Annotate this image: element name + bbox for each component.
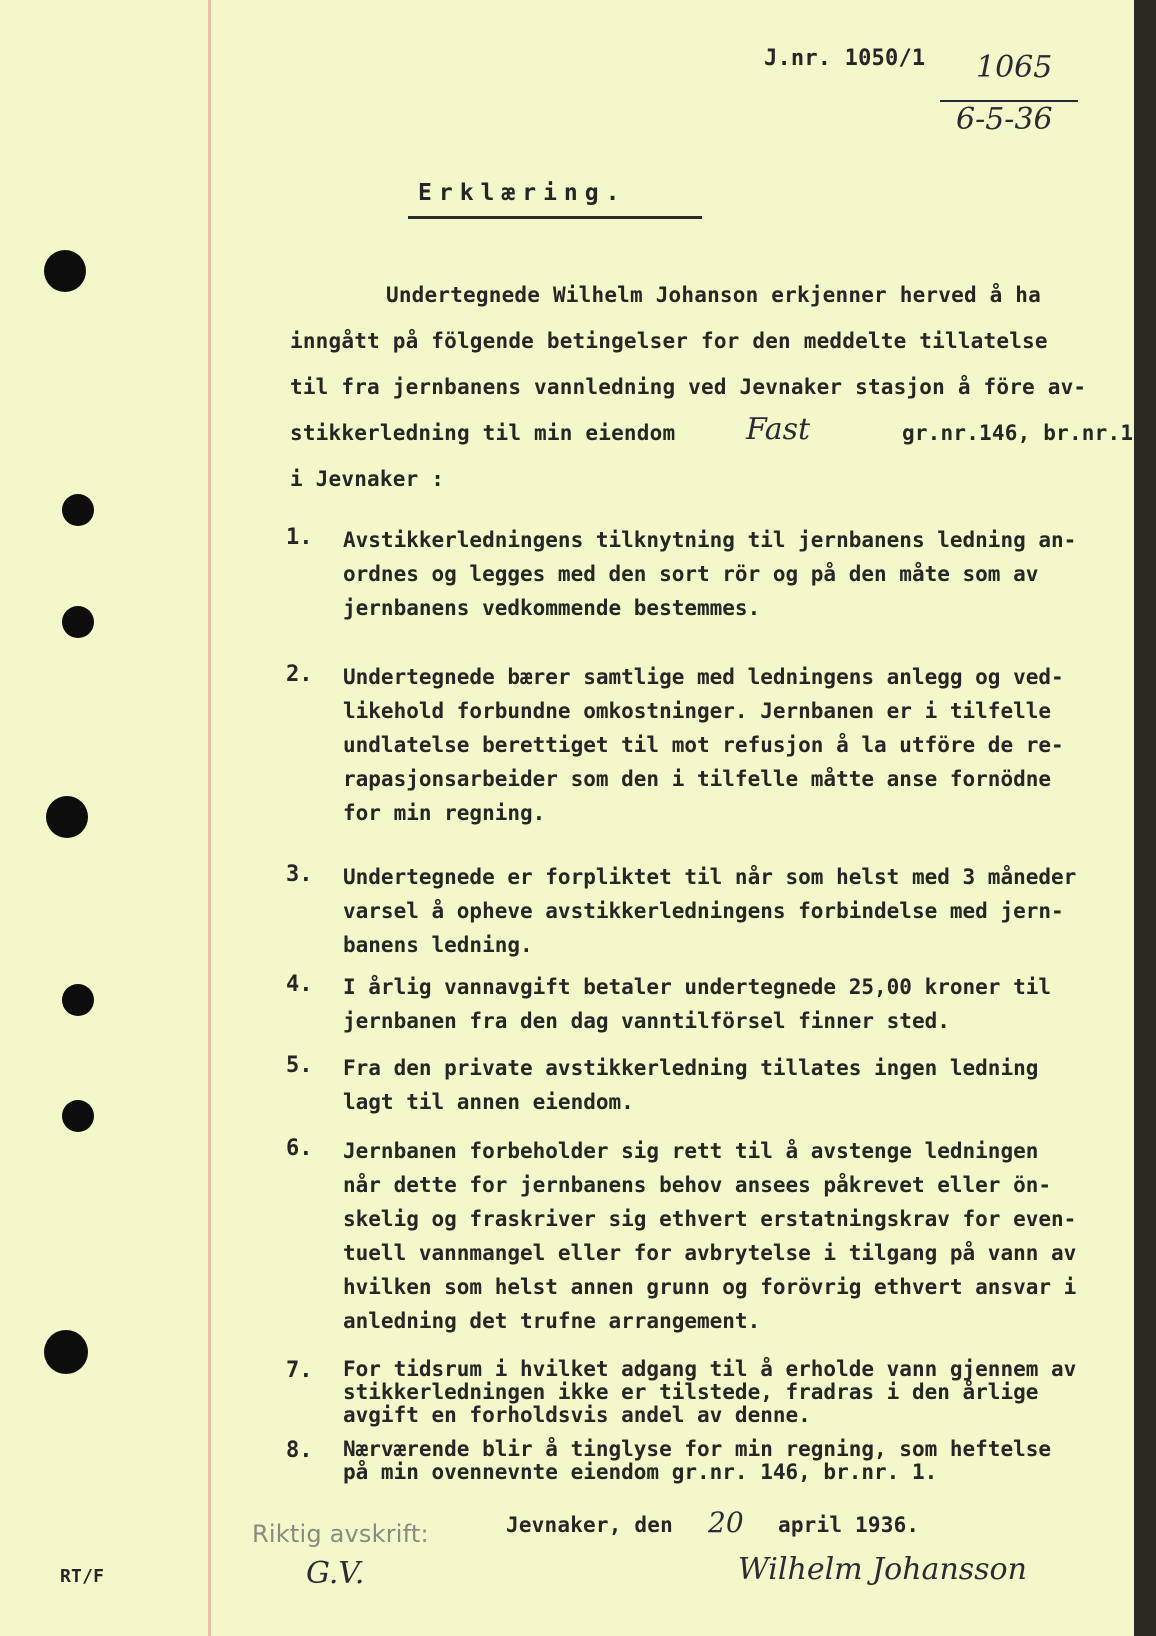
item-line: for min regning. [343,801,546,825]
intro-line-3: til fra jernbanens vannledning ved Jevnaker stasjon å före av- [290,375,1087,399]
item-line: på min ovennevnte eiendom gr.nr. 146, br.nr. 1. [343,1460,938,1484]
item-text [343,860,1143,962]
punch-hole [44,250,86,292]
item-text [343,523,1143,625]
item-text [343,1438,1143,1484]
margin-rule [208,0,211,1636]
item-number: 4. [286,972,313,997]
page-title: Erklæring. [418,180,627,206]
signature: Wilhelm Johansson [738,1552,1027,1587]
handwritten-number: 1065 [976,50,1053,85]
item-text [343,1134,1143,1338]
item-line: avgift en forholdsvis andel av denne. [343,1403,811,1427]
item-line: Avstikkerledningens tilknytning til jernbanens ledning an- [343,528,1077,552]
item-number: 6. [286,1136,313,1161]
punch-hole [62,606,94,638]
item-line: hvilken som helst annen grunn og forövrig ethvert ansvar i [343,1275,1077,1299]
margin-note: RT/F [60,1566,105,1587]
item-line: tuell vannmangel eller for avbrytelse i tilgang på vann av [343,1241,1077,1265]
item-number: 2. [286,662,313,687]
item-line: rapasjonsarbeider som den i tilfelle måtte anse fornödne [343,767,1052,791]
item-text [343,970,1143,1038]
punch-hole [46,796,88,838]
intro-line-2: inngått på fölgende betingelser for den meddelte tillatelse [290,329,1048,353]
item-text [343,1358,1143,1427]
item-text [343,660,1143,830]
handwritten-property-name: Fast [746,412,811,447]
item-line: likehold forbundne omkostninger. Jernbanen er i tilfelle [343,699,1052,723]
handwritten-date: 6-5-36 [956,102,1053,137]
punch-hole [44,1330,88,1374]
item-line: skelig og fraskriver sig ethvert erstatningskrav for even- [343,1207,1077,1231]
item-line: jernbanens vedkommende bestemmes. [343,596,761,620]
item-line: Nærværende blir å tinglyse for min regning, som heftelse [343,1437,1052,1461]
month-year: april 1936. [778,1513,920,1537]
item-line: For tidsrum i hvilket adgang til å erholde vann gjennem av [343,1357,1077,1381]
handwritten-day: 20 [708,1506,744,1539]
item-number: 1. [286,525,313,550]
item-number: 3. [286,862,313,887]
item-line: banens ledning. [343,933,533,957]
item-line: jernbanen fra den dag vanntilförsel finner sted. [343,1009,950,1033]
item-line: I årlig vannavgift betaler undertegnede 25,00 kroner til [343,975,1052,999]
item-line: lagt til annen eiendom. [343,1090,634,1114]
journal-number: J.nr. 1050/1 [764,46,926,71]
item-line: ordnes og legges med den sort rör og på den måte som av [343,562,1039,586]
item-number: 7. [286,1358,313,1383]
item-number: 8. [286,1438,313,1463]
copy-stamp: Riktig avskrift: [252,1520,429,1548]
item-line: Jernbanen forbeholder sig rett til å avstenge ledningen [343,1139,1039,1163]
item-number: 5. [286,1053,313,1078]
item-line: Undertegnede er forpliktet til når som helst med 3 måneder [343,865,1077,889]
item-line: stikkerledningen ikke er tilstede, fradras i den årlige [343,1380,1039,1404]
initials: G.V. [306,1556,365,1591]
intro-line-5: i Jevnaker : [290,467,445,491]
intro-line-1: Undertegnede Wilhelm Johanson erkjenner herved å ha [386,283,1041,307]
item-line: Fra den private avstikkerledning tillates ingen ledning [343,1056,1039,1080]
intro-line-4: stikkerledning til min eiendom [290,421,676,445]
punch-hole [62,494,94,526]
punch-hole [62,984,94,1016]
item-line: Undertegnede bærer samtlige med ledningens anlegg og ved- [343,665,1064,689]
item-line: når dette for jernbanens behov ansees påkrevet eller ön- [343,1173,1052,1197]
item-line: anledning det trufne arrangement. [343,1309,761,1333]
item-line: varsel å opheve avstikkerledningens forbindelse med jern- [343,899,1064,923]
title-underline [408,216,702,219]
item-text [343,1051,1143,1119]
place-date-prefix: Jevnaker, den [506,1513,673,1537]
property-reference: gr.nr.146, br.nr.1 [902,421,1134,445]
punch-hole [62,1100,94,1132]
item-line: undlatelse berettiget til mot refusjon å la utföre de re- [343,733,1064,757]
